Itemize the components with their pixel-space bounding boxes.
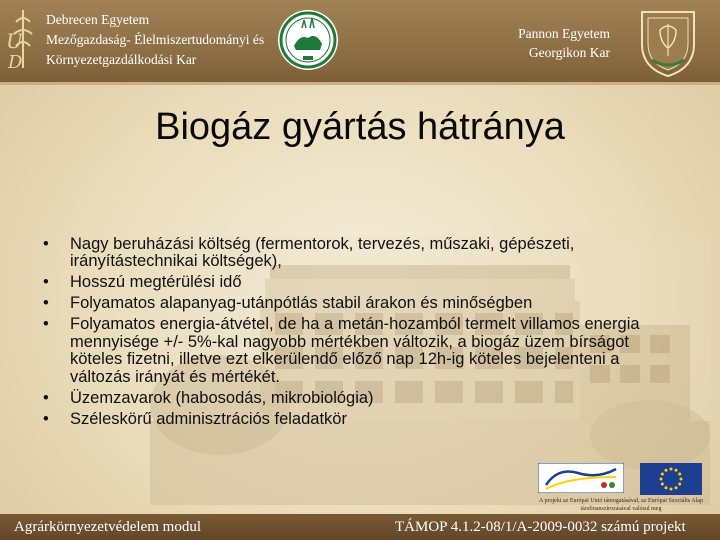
bullet-item — [43, 390, 683, 407]
university-right-line: Pannon Egyetem — [518, 26, 610, 41]
bullet-text: Széleskörű adminisztrációs feladatkör — [70, 409, 347, 428]
eu-support-box — [530, 459, 710, 519]
bullet-marker: • — [43, 315, 49, 334]
bullet-item — [43, 316, 683, 386]
debrecen-logo — [4, 8, 42, 70]
bullet-text: Folyamatos alapanyag-utánpótlás stabil árakon és minőségben — [70, 294, 533, 313]
svg-text:U: U — [6, 29, 23, 53]
slide-title: Biogáz gyártás hátránya — [155, 106, 565, 148]
eu-flag-icon — [640, 463, 702, 495]
university-left-line: Debrecen Egyetem — [46, 12, 150, 27]
bullet-list — [43, 236, 683, 432]
bullet-marker: • — [43, 388, 49, 407]
uj-magyarorszag-logo — [538, 463, 624, 493]
eu-support-note: A projekt az Európai Unió támogatásával, az Európai Szociális Alap társfinanszírozásával valósul meg — [539, 498, 703, 512]
svg-text:D: D — [8, 52, 23, 70]
bullet-marker: • — [43, 273, 49, 292]
header-separator — [0, 82, 720, 85]
university-right-line: Georgikon Kar — [528, 45, 610, 60]
university-left-line: Mezőgazdaság- Élelmiszertudományi és — [46, 32, 265, 47]
university-left-line: Környezetgazdálkodási Kar — [46, 52, 197, 67]
bullet-item — [43, 295, 683, 312]
footer-module-name: Agrárkörnyezetvédelem modul — [14, 519, 202, 535]
header-bar — [0, 0, 720, 82]
footer-bar — [0, 514, 720, 540]
bullet-text: Folyamatos energia-átvétel, de ha a metán-hozamból termelt villamos energia mennyisége +/- 5%-kal nagyobb mértékben változik, a biogáz üzem bírságot köteles fizetni, illetve ezt elkerülendő előző nap 12h-ig köteles bejelenteni a változás irányát és mértékét. — [70, 315, 640, 386]
bullet-text: Üzemzavarok (habosodás, mikrobiológia) — [70, 388, 374, 407]
bullet-item — [43, 236, 683, 271]
bullet-text: Nagy beruházási költség (fermentorok, tervezés, műszaki, gépészeti, irányítástechnikai költségek), — [70, 235, 575, 271]
faculty-emblem — [276, 6, 340, 74]
bullet-item — [43, 411, 683, 428]
university-left — [46, 10, 264, 70]
footer-project-id: TÁMOP 4.1.2-08/1/A-2009-0032 számú projekt — [395, 519, 686, 535]
georgikon-crest — [636, 8, 700, 78]
bullet-text: Hosszú megtérülési idő — [70, 273, 242, 292]
bullet-marker: • — [43, 409, 49, 428]
university-right — [498, 24, 610, 62]
bullet-marker: • — [43, 235, 49, 253]
bullet-marker: • — [43, 294, 49, 313]
bullet-item — [43, 274, 683, 291]
